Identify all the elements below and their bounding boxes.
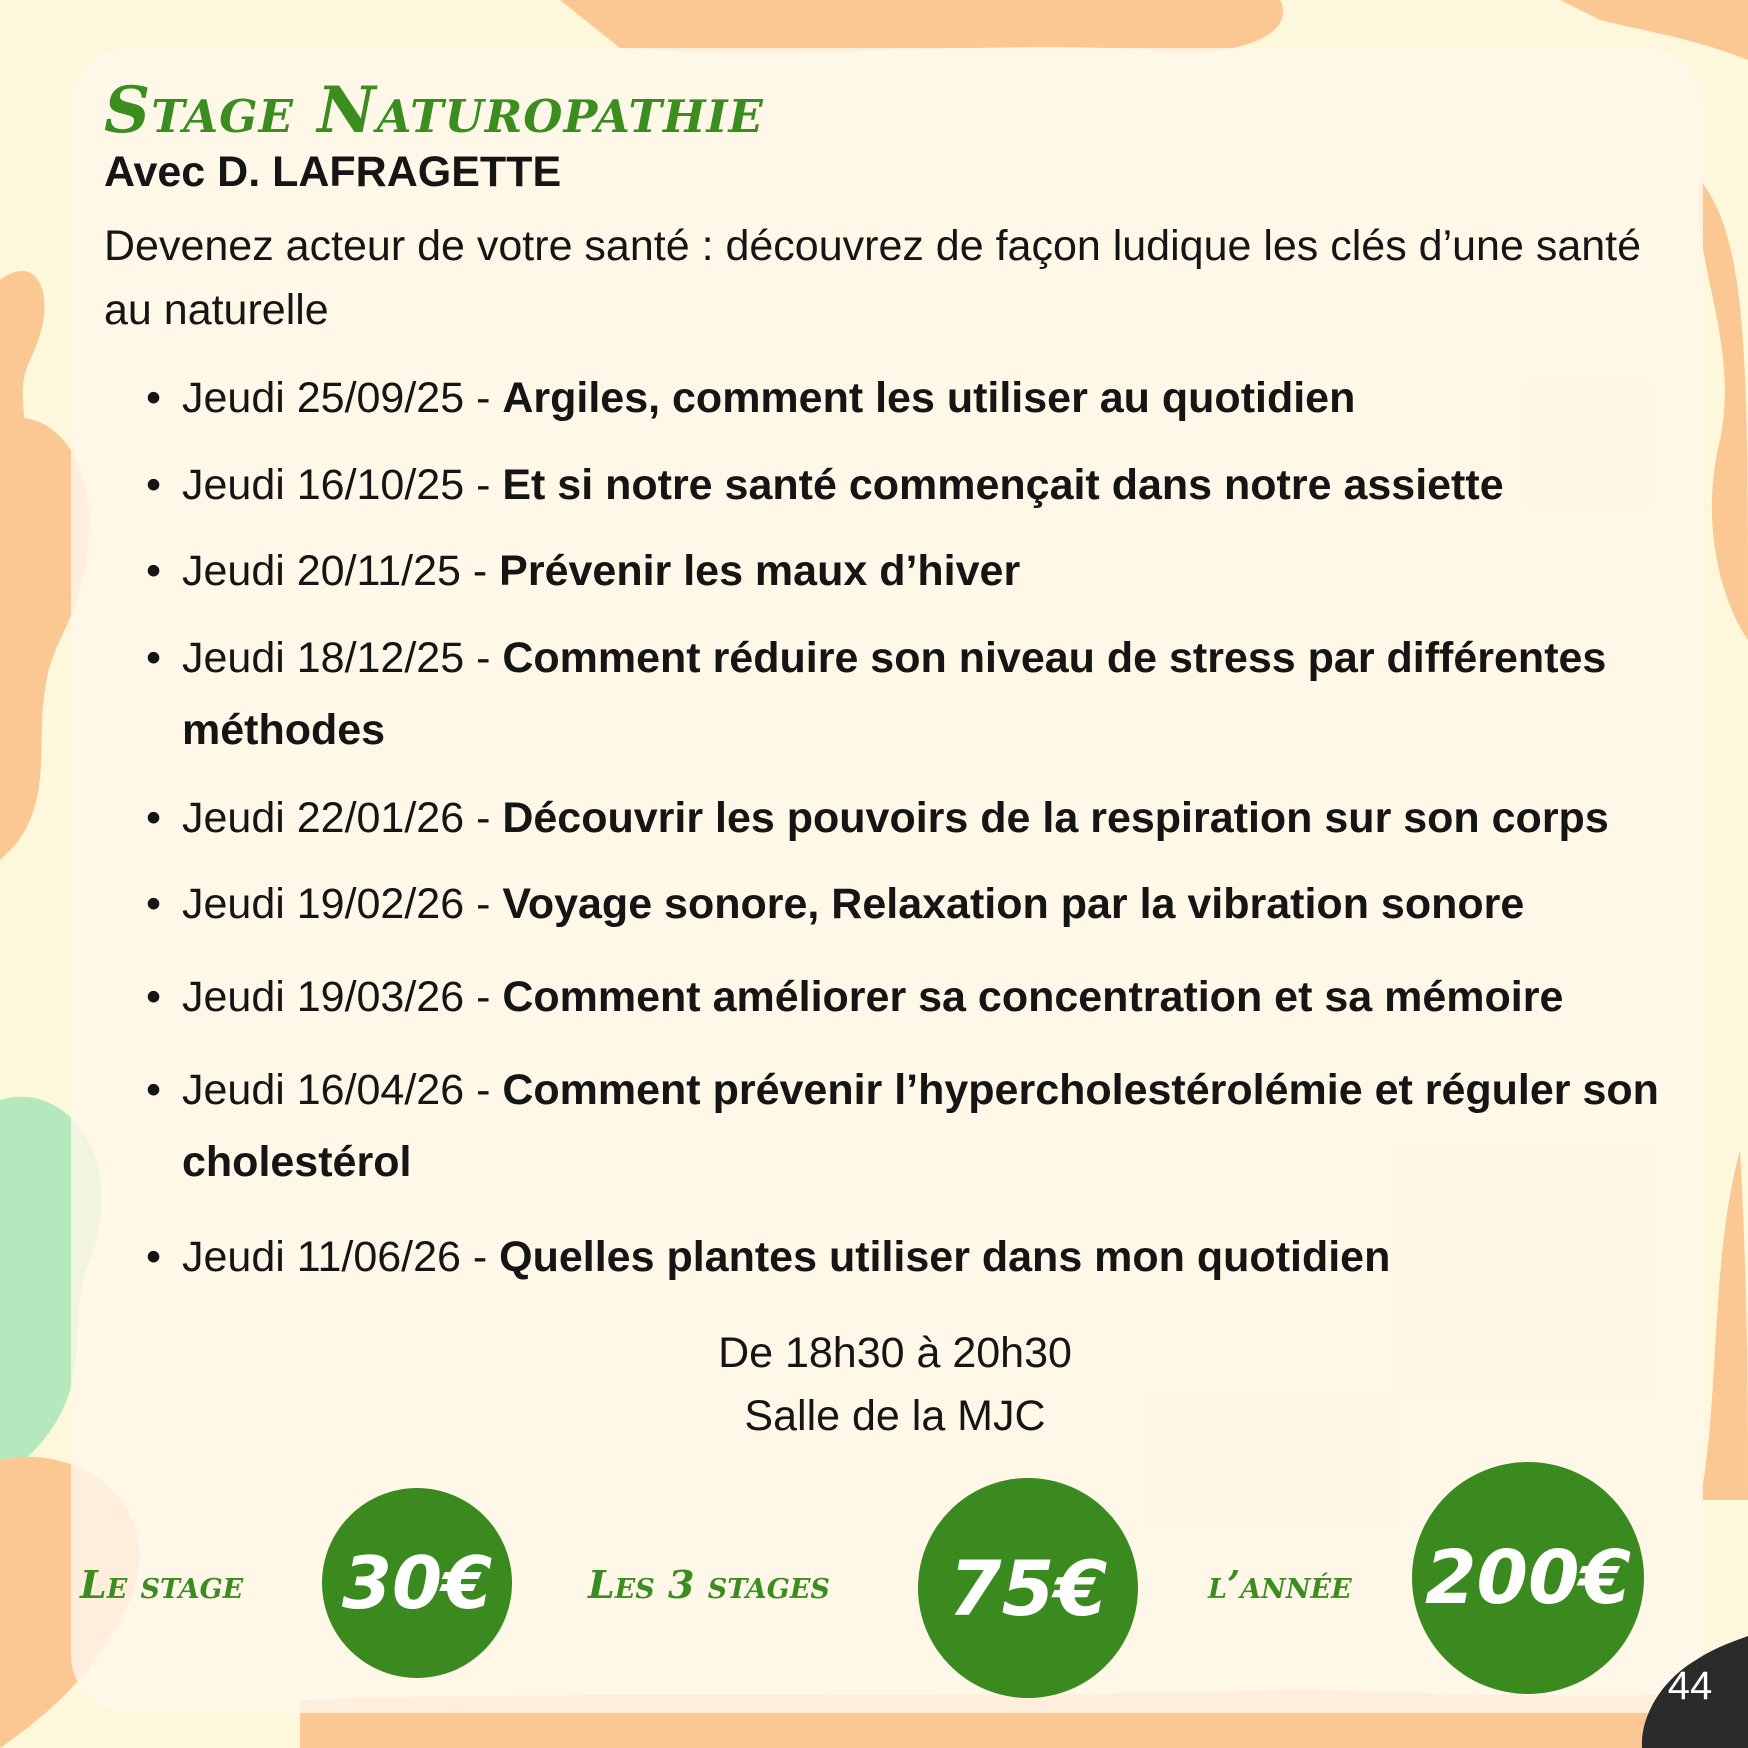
price-value-single: 30€ xyxy=(341,1541,493,1625)
session-date: Jeudi 11/06/26 - xyxy=(182,1233,500,1281)
session-date: Jeudi 25/09/25 - xyxy=(182,374,503,422)
session-item xyxy=(146,1221,1712,1293)
bullet-icon: • xyxy=(146,1233,162,1281)
price-value-year: 200€ xyxy=(1425,1535,1631,1621)
bullet-icon: • xyxy=(146,973,162,1021)
session-item xyxy=(146,362,1712,434)
price-badge-year xyxy=(1412,1462,1644,1694)
session-topic: Comment réduire son niveau de stress par différentes méthodes xyxy=(182,634,1607,754)
bullet-icon: • xyxy=(146,374,162,422)
session-topic: Comment améliorer sa concentration et sa mémoire xyxy=(502,973,1564,1021)
page-number: 44 xyxy=(1667,1664,1713,1708)
session-date: Jeudi 22/01/26 - xyxy=(182,794,503,842)
session-date: Jeudi 20/11/25 - xyxy=(182,547,500,595)
session-topic: Argiles, comment les utiliser au quotidien xyxy=(502,374,1356,422)
session-topic: Prévenir les maux d’hiver xyxy=(499,547,1021,595)
price-badge-three xyxy=(918,1478,1138,1698)
session-date: Jeudi 19/03/26 - xyxy=(182,973,503,1021)
page-title: Stage Naturopathie xyxy=(104,73,764,148)
location-text: Salle de la MJC xyxy=(744,1392,1046,1440)
session-item xyxy=(146,1054,1712,1198)
session-item xyxy=(146,868,1712,940)
bullet-icon: • xyxy=(146,634,162,682)
instructor-name: Avec D. LAFRAGETTE xyxy=(104,148,562,196)
bullet-icon: • xyxy=(146,547,162,595)
bullet-icon: • xyxy=(146,794,162,842)
bullet-icon: • xyxy=(146,461,162,509)
price-label-single: Le stage xyxy=(80,1562,244,1607)
price-label-three: Les 3 stages xyxy=(588,1562,830,1607)
session-topic: Découvrir les pouvoirs de la respiration sur son corps xyxy=(502,794,1609,842)
session-item xyxy=(146,535,1712,607)
price-badge-single xyxy=(322,1488,512,1678)
session-item xyxy=(146,782,1712,854)
intro-text: Devenez acteur de votre santé : découvrez de façon ludique les clés d’une santé au naturelle xyxy=(104,222,1642,334)
session-item xyxy=(146,622,1712,766)
session-topic: Voyage sonore, Relaxation par la vibration sonore xyxy=(502,880,1525,928)
bullet-icon: • xyxy=(146,880,162,928)
session-date: Jeudi 19/02/26 - xyxy=(182,880,503,928)
bullet-icon: • xyxy=(146,1066,162,1114)
session-date: Jeudi 18/12/25 - xyxy=(182,634,503,682)
session-item xyxy=(146,961,1712,1033)
session-topic: Quelles plantes utiliser dans mon quotidien xyxy=(499,1233,1391,1281)
session-date: Jeudi 16/04/26 - xyxy=(182,1066,503,1114)
session-topic: Et si notre santé commençait dans notre assiette xyxy=(502,461,1504,509)
schedule-text: De 18h30 à 20h30 xyxy=(718,1329,1072,1377)
session-date: Jeudi 16/10/25 - xyxy=(182,461,503,509)
session-item xyxy=(146,449,1712,521)
price-value-three: 75€ xyxy=(948,1543,1108,1633)
session-topic: Comment prévenir l’hypercholestérolémie et réguler son cholestérol xyxy=(182,1066,1659,1186)
price-label-year: l’année xyxy=(1208,1562,1352,1607)
